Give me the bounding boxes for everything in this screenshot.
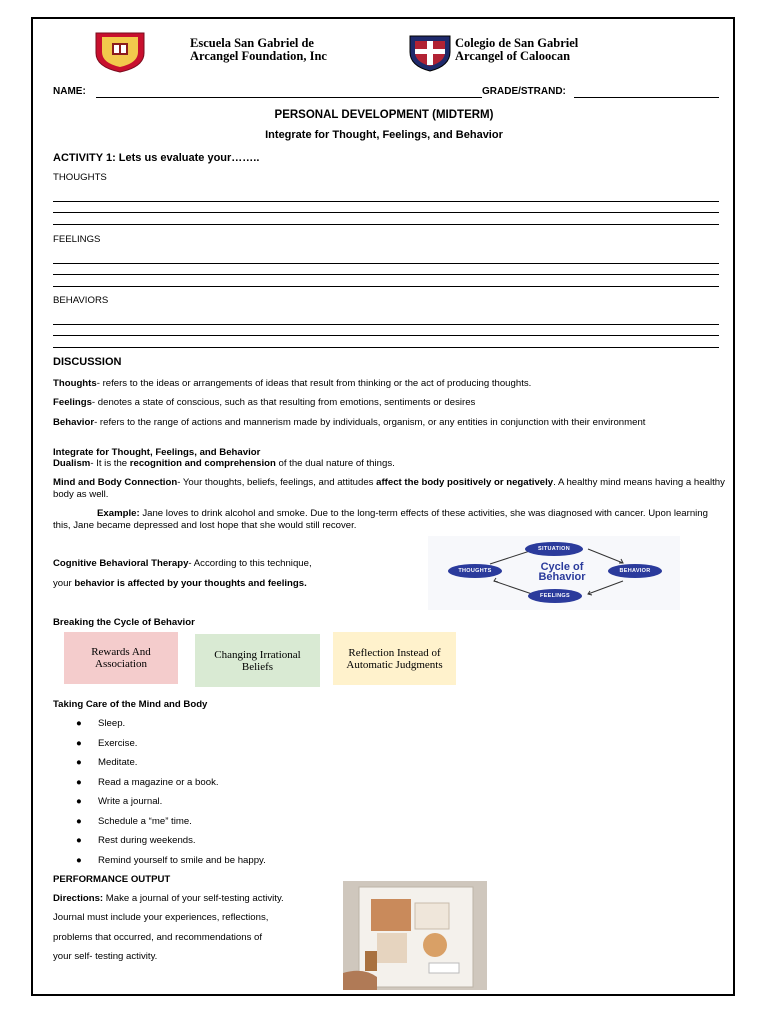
situation-node: SITUATION <box>525 542 583 556</box>
cycle-of-behavior-diagram <box>428 536 680 610</box>
right-school-seal <box>408 34 452 72</box>
behavior-term: Behavior <box>53 417 95 428</box>
behaviors-answer-line[interactable] <box>53 347 719 348</box>
care-item: Read a magazine or a book. <box>98 777 219 788</box>
mind-body-b: . A healthy mind means having a healthy body as well. <box>53 477 725 500</box>
feelings-answer-line[interactable] <box>53 286 719 287</box>
behavior-definition <box>53 417 713 429</box>
dualism-def-a: - It is the <box>90 458 130 469</box>
care-item: Meditate. <box>98 757 138 768</box>
directions-term: Directions: <box>53 893 104 904</box>
feelings-node: FEELINGS <box>528 589 582 603</box>
cbt-a: - According to this technique, <box>188 558 312 569</box>
grade-label: GRADE/STRAND: <box>482 86 566 97</box>
feelings-definition <box>53 397 723 409</box>
journal-photo <box>343 881 487 990</box>
behavior-def: - refers to the range of actions and mannerism made by individuals, organism, or any entities in conjunction with their environment <box>94 417 646 428</box>
care-item: Rest during weekends. <box>98 835 196 846</box>
behaviors-answer-line[interactable] <box>53 335 719 336</box>
bullet-icon: ● <box>76 757 82 768</box>
mind-body-a: - Your thoughts, beliefs, feelings, and attitudes <box>177 477 377 488</box>
directions-line-4: your self- testing activity. <box>53 951 158 962</box>
mind-body-care-heading: Taking Care of the Mind and Body <box>53 699 208 710</box>
example-text: Jane loves to drink alcohol and smoke. Due to the long-term effects of these activities, she was diagnosed with cancer. Upon learning this, Jane became depressed and lost hope that she would still recover. <box>53 508 708 531</box>
performance-heading: PERFORMANCE OUTPUT <box>53 874 171 885</box>
directions-line-1 <box>53 893 284 904</box>
grade-field[interactable] <box>574 97 719 98</box>
care-item: Write a journal. <box>98 796 163 807</box>
left-school-line-2: Arcangel Foundation, Inc <box>190 49 327 63</box>
left-school-line-1: Escuela San Gabriel de <box>190 36 314 50</box>
dualism-def-b: of the dual nature of things. <box>275 458 395 469</box>
cycle-title-line-2: Behavior <box>538 571 586 583</box>
bullet-icon: ● <box>76 796 82 807</box>
bullet-icon: ● <box>76 816 82 827</box>
care-item: Sleep. <box>98 718 126 729</box>
thoughts-answer-line[interactable] <box>53 212 719 213</box>
thoughts-answer-line[interactable] <box>53 201 719 202</box>
activity-heading: ACTIVITY 1: Lets us evaluate your…….. <box>53 152 260 164</box>
directions-text: Make a journal of your self-testing activity. <box>103 893 284 904</box>
thoughts-def: - refers to the ideas or arrangements of ideas that result from thinking or the act of producing thoughts. <box>96 378 532 389</box>
bullet-icon: ● <box>76 855 82 866</box>
cycle-title <box>508 562 616 582</box>
right-school-line-1: Colegio de San Gabriel <box>455 36 579 50</box>
page-subtitle: Integrate for Thought, Feelings, and Behavior <box>265 129 503 141</box>
feelings-label: FEELINGS <box>53 234 101 245</box>
irrational-beliefs-box: Changing Irrational Beliefs <box>195 634 320 687</box>
care-item: Exercise. <box>98 738 138 749</box>
example-term: Example: <box>97 508 140 519</box>
dualism-def-bold: recognition and comprehension <box>129 458 276 469</box>
behaviors-answer-line[interactable] <box>53 324 719 325</box>
dualism-definition <box>53 458 723 470</box>
cbt-line-2 <box>53 578 307 589</box>
cbt-term: Cognitive Behavioral Therapy <box>53 558 189 569</box>
breaking-cycle-heading: Breaking the Cycle of Behavior <box>53 617 195 628</box>
feelings-term: Feelings <box>53 397 92 408</box>
thoughts-label: THOUGHTS <box>53 172 107 183</box>
thoughts-node: THOUGHTS <box>448 564 502 578</box>
right-school-line-2: Arcangel of Caloocan <box>455 49 571 63</box>
page-title: PERSONAL DEVELOPMENT (MIDTERM) <box>274 109 494 121</box>
cycle-title-line-1: Cycle of <box>540 561 584 573</box>
mind-body-bold: affect the body positively or negatively <box>376 477 554 488</box>
mind-body-definition <box>53 477 725 500</box>
rewards-box: Rewards And Association <box>64 632 178 684</box>
cbt-bold: behavior is affected by your thoughts and feelings. <box>74 578 307 589</box>
reflection-box: Reflection Instead of Automatic Judgments <box>333 632 456 685</box>
cbt-line-1 <box>53 558 312 569</box>
care-item: Schedule a “me” time. <box>98 816 192 827</box>
cbt-b: your <box>53 578 75 589</box>
left-school-seal <box>92 31 148 73</box>
behaviors-label: BEHAVIORS <box>53 295 109 306</box>
thoughts-definition <box>53 378 723 390</box>
bullet-icon: ● <box>76 718 82 729</box>
mind-body-term: Mind and Body Connection <box>53 477 178 488</box>
name-label: NAME: <box>53 86 86 97</box>
dualism-term: Dualism <box>53 458 91 469</box>
name-field[interactable] <box>96 97 482 98</box>
thoughts-term: Thoughts <box>53 378 97 389</box>
feelings-def: - denotes a state of conscious, such as that resulting from emotions, sentiments or desires <box>91 397 476 408</box>
bullet-icon: ● <box>76 777 82 788</box>
bullet-icon: ● <box>76 835 82 846</box>
feelings-answer-line[interactable] <box>53 263 719 264</box>
thoughts-answer-line[interactable] <box>53 224 719 225</box>
example-paragraph <box>53 508 715 531</box>
bullet-icon: ● <box>76 738 82 749</box>
left-school-name <box>190 37 327 63</box>
behavior-node: BEHAVIOR <box>608 564 662 578</box>
discussion-heading: DISCUSSION <box>53 356 122 368</box>
directions-line-3: problems that occurred, and recommendations of <box>53 932 263 943</box>
feelings-answer-line[interactable] <box>53 274 719 275</box>
directions-line-2: Journal must include your experiences, reflections, <box>53 912 269 923</box>
care-item: Remind yourself to smile and be happy. <box>98 855 266 866</box>
integrate-heading: Integrate for Thought, Feelings, and Behavior <box>53 447 261 458</box>
right-school-name <box>455 37 578 63</box>
